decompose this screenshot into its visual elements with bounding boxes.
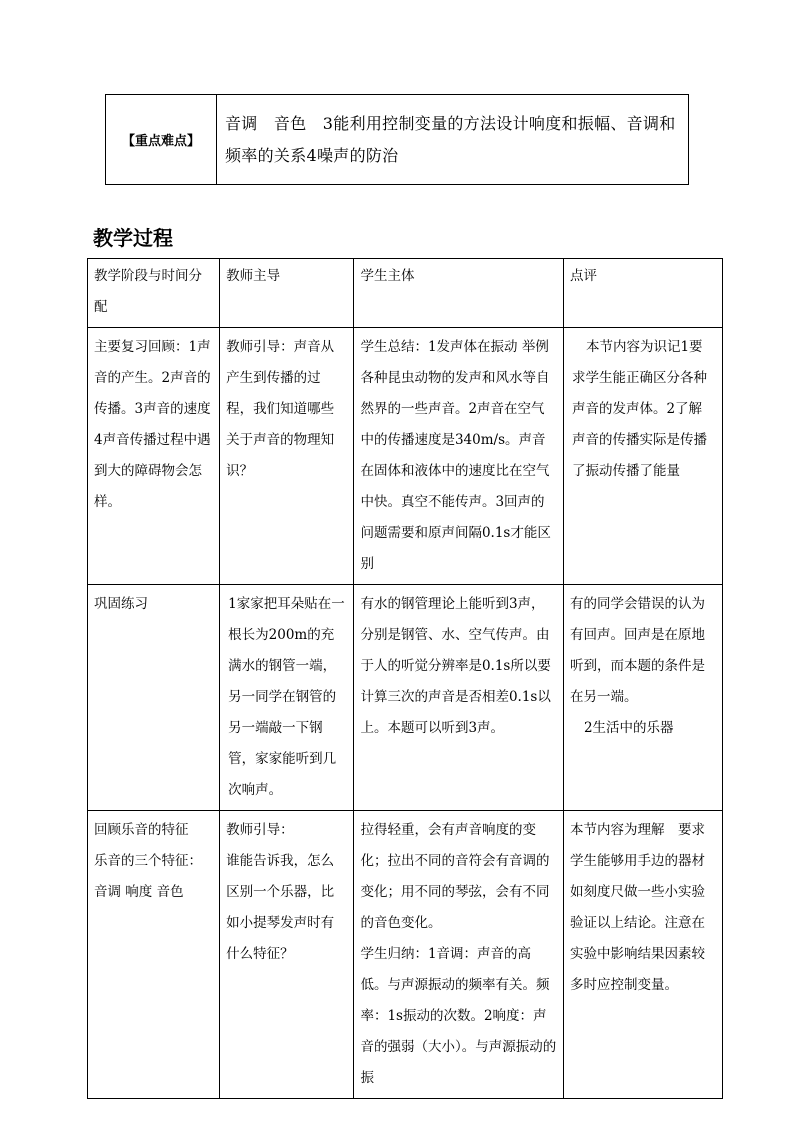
row3-comment: 本节内容为理解 要求学生能够用手边的器材如刻度尺做一些小实验验证以上结论。注意在实验中影响结果因素较多时应控制变量。	[563, 811, 722, 1099]
key-points-row	[106, 95, 689, 185]
row3-teacher-line1: 教师引导：	[226, 822, 294, 838]
row3-student-para2: 学生归纳：1音调：声音的高低。与声源振动的频率有关。频率：1s振动的次数。2响度：声音的强弱（大小）。与声源振动的振	[360, 946, 557, 1086]
key-points-table	[105, 94, 689, 185]
table-header-row	[88, 259, 723, 328]
header-teacher: 教师主导	[220, 259, 354, 328]
header-student: 学生主体	[354, 259, 564, 328]
table-row	[88, 328, 723, 585]
row2-student: 有水的钢管理论上能听到3声，分别是钢管、水、空气传声。由于人的听觉分辨率是0.1s所以要计算三次的声音是否相差0.1s以上。本题可以听到3声。	[354, 585, 564, 811]
table-row	[88, 585, 723, 811]
header-comment: 点评	[563, 259, 722, 328]
row3-student	[354, 811, 564, 1099]
row2-teacher: 1家家把耳朵贴在一根长为200m的充满水的钢管一端，另一同学在钢管的另一端敲一下钢管，家家能听到几次响声。	[220, 585, 354, 811]
row1-teacher: 教师引导：声音从产生到传播的过程，我们知道哪些关于声音的物理知识？	[220, 328, 354, 585]
row3-student-para1: 拉得轻重，会有声音响度的变化；拉出不同的音符会有音调的变化；用不同的琴弦，会有不同的音色变化。	[360, 822, 550, 931]
row2-stage: 巩固练习	[88, 585, 220, 811]
row3-teacher-line2: 谁能告诉我，怎么区别一个乐器，比如小提琴发声时有什么特征？	[226, 853, 335, 962]
row3-stage-line1: 回顾乐音的特征	[94, 822, 189, 838]
key-points-label: 【重点难点】	[106, 95, 217, 185]
row1-stage: 主要复习回顾：1声音的产生。2声音的传播。3声音的速度4声音传播过程中遇到大的障碍物会怎样。	[88, 328, 220, 585]
row2-comment-extra: 2生活中的乐器	[583, 720, 674, 736]
row3-stage-line2: 乐音的三个特征：音调 响度 音色	[94, 853, 202, 900]
row2-comment-text: 有的同学会错误的认为有回声。回声是在原地听到，而本题的条件是在另一端。	[569, 596, 705, 705]
section-title: 教学过程	[93, 226, 173, 250]
row1-comment	[563, 328, 722, 585]
row1-comment-text: 本节内容为识记1要求学生能正确区分各种声音的发声体。2了解声音的传播实际是传播了振动传播了能量	[571, 339, 707, 479]
header-stage: 教学阶段与时间分配	[88, 259, 220, 328]
row2-comment	[563, 585, 722, 811]
key-points-content: 音调 音色 3能利用控制变量的方法设计响度和振幅、音调和频率的关系4噪声的防治	[217, 95, 689, 185]
table-row	[88, 811, 723, 1099]
row3-teacher	[220, 811, 354, 1099]
row1-student: 学生总结：1发声体在振动 举例 各种昆虫动物的发声和风水等自然界的一些声音。2声音在空气中的传播速度是340m/s。声音在固体和液体中的速度比在空气中快。真空不能传声。3回声的问题需要和原声间隔0.1s才能区别	[354, 328, 564, 585]
teaching-process-table	[87, 258, 723, 1099]
row3-stage	[88, 811, 220, 1099]
